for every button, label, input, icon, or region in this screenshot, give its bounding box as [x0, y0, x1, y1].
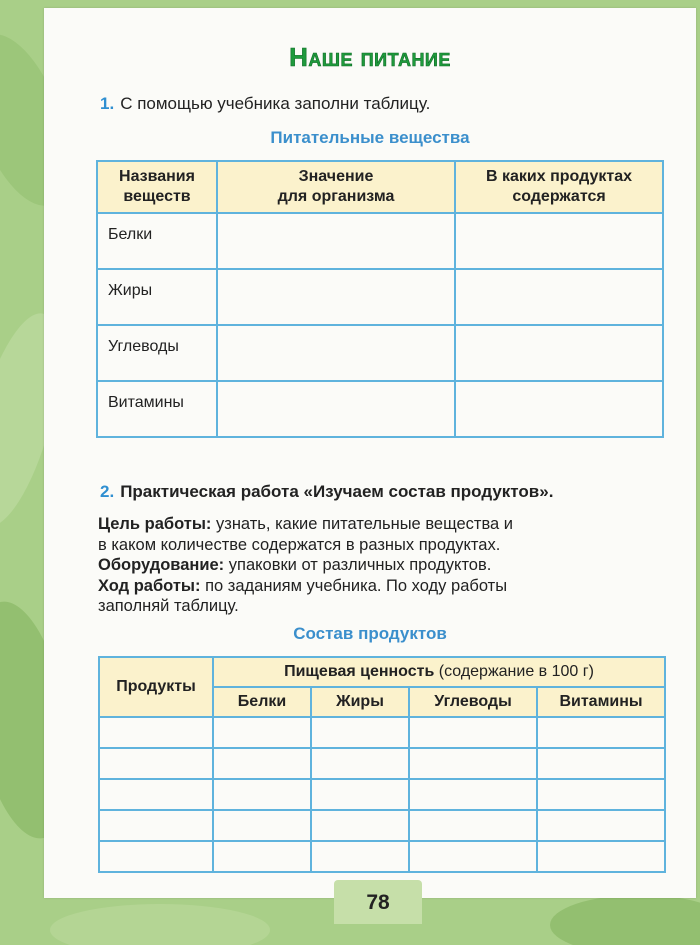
table-row — [97, 269, 663, 325]
answer-cell[interactable] — [409, 779, 537, 810]
answer-cell[interactable] — [455, 325, 663, 381]
answer-cell[interactable] — [537, 717, 665, 748]
answer-cell[interactable] — [311, 810, 409, 841]
goal-line-2: в каком количестве содержатся в разных продуктах. — [98, 535, 501, 554]
table-row — [97, 213, 663, 269]
header-body-importance: Значение для организма — [217, 161, 455, 213]
answer-cell[interactable] — [537, 748, 665, 779]
answer-cell[interactable] — [99, 841, 213, 872]
answer-cell[interactable] — [99, 779, 213, 810]
header-carbohydrates: Углеводы — [409, 687, 537, 717]
task-1 — [100, 94, 430, 114]
answer-cell[interactable] — [455, 269, 663, 325]
answer-cell[interactable] — [213, 841, 311, 872]
workbook-page — [44, 8, 696, 898]
row-label-vitamins: Витамины — [97, 381, 217, 437]
table-row — [99, 717, 665, 748]
answer-cell[interactable] — [409, 810, 537, 841]
answer-cell[interactable] — [99, 717, 213, 748]
procedure-label: Ход работы: — [98, 576, 201, 595]
answer-cell[interactable] — [409, 841, 537, 872]
product-composition-table — [98, 656, 666, 873]
answer-cell[interactable] — [311, 717, 409, 748]
answer-cell[interactable] — [217, 325, 455, 381]
page-title: Наше питание — [289, 42, 451, 72]
nutrients-table — [96, 160, 664, 438]
header-substance-names: Названия веществ — [97, 161, 217, 213]
goal-label: Цель работы: — [98, 515, 212, 533]
procedure-line-2: заполняй таблицу. — [98, 597, 239, 615]
answer-cell[interactable] — [311, 748, 409, 779]
answer-cell[interactable] — [217, 381, 455, 437]
answer-cell[interactable] — [409, 748, 537, 779]
header-fats: Жиры — [311, 687, 409, 717]
header-nutrition-value: Пищевая ценность (содержание в 100 г) — [213, 657, 665, 687]
answer-cell[interactable] — [537, 779, 665, 810]
answer-cell[interactable] — [409, 717, 537, 748]
page-number: 78 — [334, 880, 422, 924]
header-products-containing: В каких продуктах содержатся — [455, 161, 663, 213]
answer-cell[interactable] — [311, 779, 409, 810]
task-1-number: 1. — [100, 94, 115, 113]
goal-line: Цель работы: узнать, какие питательные вещества и — [98, 515, 514, 533]
answer-cell[interactable] — [99, 748, 213, 779]
answer-cell[interactable] — [213, 810, 311, 841]
task-2 — [100, 482, 553, 502]
task-1-text: С помощью учебника заполни таблицу. — [120, 94, 431, 113]
answer-cell[interactable] — [217, 213, 455, 269]
task-2-text: Практическая работа «Изучаем состав продуктов». — [120, 482, 554, 501]
table-row — [99, 810, 665, 841]
answer-cell[interactable] — [213, 748, 311, 779]
answer-cell[interactable] — [213, 717, 311, 748]
answer-cell[interactable] — [213, 779, 311, 810]
table-row — [99, 748, 665, 779]
header-proteins: Белки — [213, 687, 311, 717]
table-row — [97, 325, 663, 381]
equipment-line: Оборудование: упаковки от различных продуктов. — [98, 556, 492, 574]
table-header-row — [97, 161, 663, 213]
row-label-proteins: Белки — [97, 213, 217, 269]
table-row — [99, 779, 665, 810]
header-vitamins: Витамины — [537, 687, 665, 717]
answer-cell[interactable] — [99, 810, 213, 841]
row-label-carbohydrates: Углеводы — [97, 325, 217, 381]
table-2-caption: Состав продуктов — [293, 624, 447, 643]
table-row — [99, 841, 665, 872]
task-2-number: 2. — [100, 482, 115, 501]
answer-cell[interactable] — [537, 810, 665, 841]
header-products: Продукты — [99, 657, 213, 717]
row-label-fats: Жиры — [97, 269, 217, 325]
answer-cell[interactable] — [311, 841, 409, 872]
table-row — [97, 381, 663, 437]
answer-cell[interactable] — [455, 381, 663, 437]
table-1-caption: Питательные вещества — [270, 128, 470, 147]
table-header-row — [99, 657, 665, 687]
answer-cell[interactable] — [455, 213, 663, 269]
work-description — [98, 514, 668, 617]
answer-cell[interactable] — [537, 841, 665, 872]
procedure-line: Ход работы: по заданиям учебника. По ходу работы — [98, 576, 508, 595]
answer-cell[interactable] — [217, 269, 455, 325]
equipment-label: Оборудование: — [98, 556, 225, 574]
